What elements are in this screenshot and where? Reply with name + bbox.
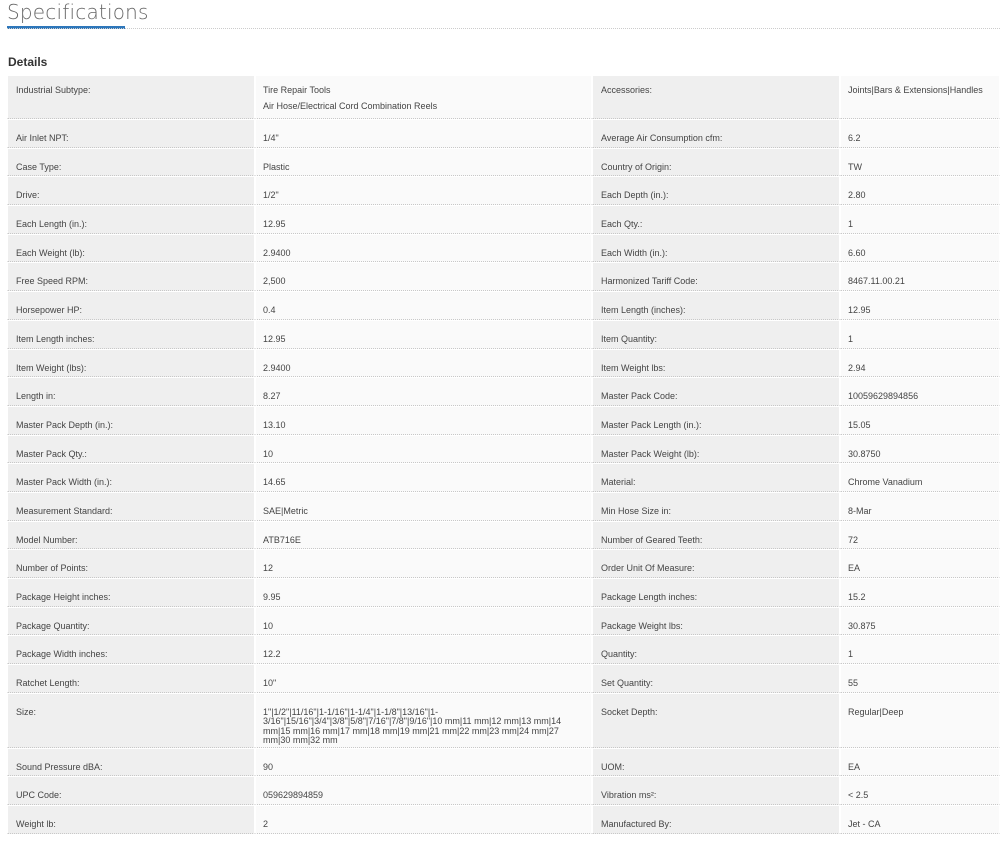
spec-label: Set Quantity:: [592, 664, 840, 693]
spec-value: 12: [255, 549, 592, 578]
spec-row: [7, 805, 1000, 834]
spec-value: 12.2: [255, 635, 592, 664]
spec-label: Package Width inches:: [7, 635, 255, 664]
spec-value: 6.2: [840, 119, 1000, 148]
spec-value-size: 1"|1/2"|11/16"|1-1/16"|1-1/4"|1-1/8"|13/16"|1-3/16"|15/16"|3/4"|3/8"|5/8"|7/16"|7/8"|9/16"|10 mm|11 mm|12 mm|13 mm|14 mm|15 mm|16 mm|17 mm|18 mm|19 mm|21 mm|22 mm|23 mm|24 mm|27 mm|30 mm|32 mm: [263, 706, 562, 746]
spec-value: 1: [840, 320, 1000, 349]
spec-label: Material:: [592, 463, 840, 492]
spec-value: 1/2": [255, 176, 592, 205]
spec-label: Size:: [7, 693, 255, 748]
specifications-table: [7, 75, 1000, 834]
spec-value: 10: [255, 435, 592, 464]
spec-value: 2: [255, 805, 592, 834]
spec-label: UOM:: [592, 748, 840, 777]
spec-label: UPC Code:: [7, 776, 255, 805]
spec-value: Jet - CA: [840, 805, 1000, 834]
spec-label: Item Weight lbs:: [592, 349, 840, 378]
spec-value: SAE|Metric: [255, 492, 592, 521]
spec-label: Quantity:: [592, 635, 840, 664]
spec-label: Number of Points:: [7, 549, 255, 578]
spec-value: 8.27: [255, 377, 592, 406]
spec-label: Drive:: [7, 176, 255, 205]
spec-row: [7, 549, 1000, 578]
spec-row: [7, 635, 1000, 664]
spec-label: Item Length inches:: [7, 320, 255, 349]
spec-row: [7, 492, 1000, 521]
spec-row: [7, 320, 1000, 349]
spec-value: 10": [255, 664, 592, 693]
spec-value: Joints|Bars & Extensions|Handles: [840, 75, 1000, 119]
spec-value: 15.05: [840, 406, 1000, 435]
spec-value: [255, 75, 592, 119]
spec-value: 6.60: [840, 234, 1000, 263]
spec-label: Package Height inches:: [7, 578, 255, 607]
spec-label: Package Weight lbs:: [592, 607, 840, 636]
spec-label: Socket Depth:: [592, 693, 840, 748]
spec-row: [7, 521, 1000, 550]
section-heading-details: Details: [8, 55, 48, 69]
spec-value: 0.4: [255, 291, 592, 320]
spec-label: Package Quantity:: [7, 607, 255, 636]
spec-value: 8467.11.00.21: [840, 262, 1000, 291]
spec-row: [7, 607, 1000, 636]
spec-row: [7, 664, 1000, 693]
spec-row: [7, 693, 1000, 748]
spec-value: 2.80: [840, 176, 1000, 205]
spec-label: Package Length inches:: [592, 578, 840, 607]
spec-label: Harmonized Tariff Code:: [592, 262, 840, 291]
spec-label: Master Pack Code:: [592, 377, 840, 406]
spec-value: 1: [840, 635, 1000, 664]
spec-row: [7, 776, 1000, 805]
spec-row: [7, 75, 1000, 119]
spec-value: 10: [255, 607, 592, 636]
spec-row: [7, 291, 1000, 320]
spec-label: Master Pack Depth (in.):: [7, 406, 255, 435]
spec-row: [7, 435, 1000, 464]
spec-value: 12.95: [255, 320, 592, 349]
spec-value: 30.8750: [840, 435, 1000, 464]
spec-label: Each Weight (lb):: [7, 234, 255, 263]
spec-value: ATB716E: [255, 521, 592, 550]
spec-label: Order Unit Of Measure:: [592, 549, 840, 578]
spec-label: Model Number:: [7, 521, 255, 550]
spec-row: [7, 463, 1000, 492]
spec-row: [7, 377, 1000, 406]
spec-label: Industrial Subtype:: [7, 75, 255, 119]
spec-label: Master Pack Width (in.):: [7, 463, 255, 492]
spec-label: Item Length (inches):: [592, 291, 840, 320]
spec-value: 55: [840, 664, 1000, 693]
spec-value: 1: [840, 205, 1000, 234]
spec-label: Length in:: [7, 377, 255, 406]
spec-label: Master Pack Weight (lb):: [592, 435, 840, 464]
spec-value: 15.2: [840, 578, 1000, 607]
spec-label: Average Air Consumption cfm:: [592, 119, 840, 148]
spec-value: 8-Mar: [840, 492, 1000, 521]
spec-label: Master Pack Qty.:: [7, 435, 255, 464]
spec-label: Each Qty.:: [592, 205, 840, 234]
spec-value-line: Tire Repair Tools: [263, 85, 331, 95]
spec-value: 2.94: [840, 349, 1000, 378]
spec-label: Country of Origin:: [592, 148, 840, 177]
spec-row: [7, 234, 1000, 263]
spec-label: Min Hose Size in:: [592, 492, 840, 521]
spec-label: Each Length (in.):: [7, 205, 255, 234]
specifications-header: [7, 0, 149, 30]
spec-label: Number of Geared Teeth:: [592, 521, 840, 550]
spec-value: 12.95: [255, 205, 592, 234]
spec-value: Regular|Deep: [840, 693, 1000, 748]
spec-value: < 2.5: [840, 776, 1000, 805]
spec-value: 2.9400: [255, 349, 592, 378]
spec-value: Chrome Vanadium: [840, 463, 1000, 492]
spec-row: [7, 119, 1000, 148]
spec-value: 90: [255, 748, 592, 777]
spec-value: EA: [840, 748, 1000, 777]
spec-label: Each Width (in.):: [592, 234, 840, 263]
spec-value: 14.65: [255, 463, 592, 492]
spec-label: Manufactured By:: [592, 805, 840, 834]
spec-row: [7, 148, 1000, 177]
spec-value: 10059629894856: [840, 377, 1000, 406]
spec-value: 2.9400: [255, 234, 592, 263]
spec-value: [255, 693, 592, 748]
spec-label: Each Depth (in.):: [592, 176, 840, 205]
spec-row: [7, 176, 1000, 205]
spec-label: Air Inlet NPT:: [7, 119, 255, 148]
spec-value-line: Air Hose/Electrical Cord Combination Reels: [263, 101, 438, 111]
spec-row: [7, 748, 1000, 777]
spec-label: Case Type:: [7, 148, 255, 177]
spec-value: 9.95: [255, 578, 592, 607]
page-title: Specifications: [7, 0, 149, 24]
spec-label: Vibration ms²:: [592, 776, 840, 805]
spec-label: Master Pack Length (in.):: [592, 406, 840, 435]
title-divider: [7, 28, 1000, 29]
spec-value: 059629894859: [255, 776, 592, 805]
spec-value: 1/4": [255, 119, 592, 148]
spec-value: TW: [840, 148, 1000, 177]
spec-label: Item Quantity:: [592, 320, 840, 349]
spec-value: EA: [840, 549, 1000, 578]
spec-row: [7, 349, 1000, 378]
spec-value: 30.875: [840, 607, 1000, 636]
spec-value: 2,500: [255, 262, 592, 291]
spec-value: 72: [840, 521, 1000, 550]
spec-value: Plastic: [255, 148, 592, 177]
spec-label: Ratchet Length:: [7, 664, 255, 693]
spec-label: Measurement Standard:: [7, 492, 255, 521]
spec-label: Free Speed RPM:: [7, 262, 255, 291]
spec-row: [7, 205, 1000, 234]
spec-row: [7, 262, 1000, 291]
spec-value: 12.95: [840, 291, 1000, 320]
spec-label: Accessories:: [592, 75, 840, 119]
spec-row: [7, 406, 1000, 435]
spec-row: [7, 578, 1000, 607]
spec-value: 13.10: [255, 406, 592, 435]
spec-label: Sound Pressure dBA:: [7, 748, 255, 777]
spec-label: Weight lb:: [7, 805, 255, 834]
spec-label: Horsepower HP:: [7, 291, 255, 320]
spec-label: Item Weight (lbs):: [7, 349, 255, 378]
